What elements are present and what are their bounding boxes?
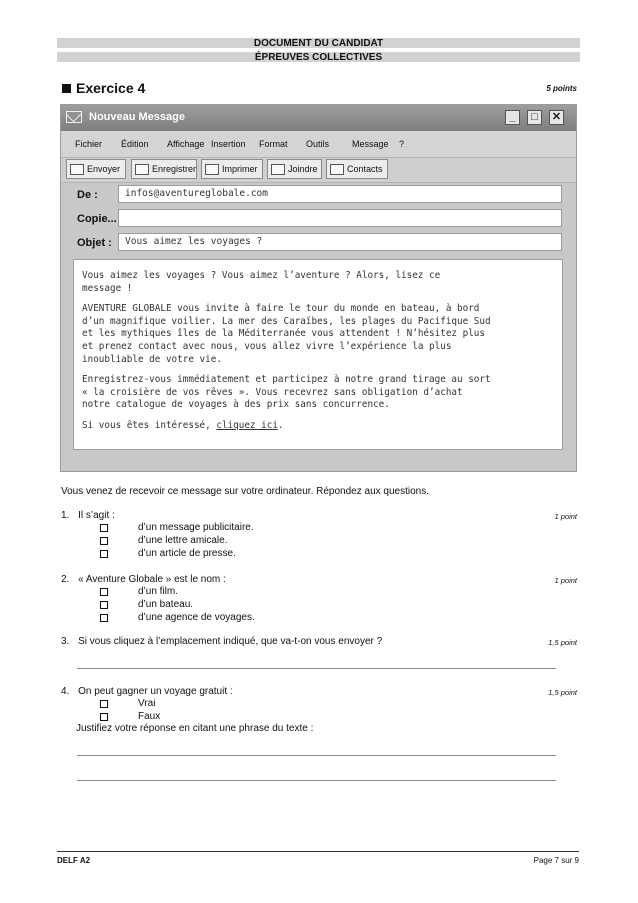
menu-message[interactable]: Message [352,139,389,149]
body-paragraph-3: Enregistrez-vous immédiatement et participez à notre grand tirage au sort « la croisière de vos rêves ». Vous recevrez sans obligation d’achat notre catalogue de voyages à des prix sans concurrence. [82,374,491,411]
square-bullet-icon [62,84,71,93]
answer-line[interactable] [77,780,556,781]
footer-rule [57,851,579,852]
send-envelope-icon [70,164,84,175]
cc-field[interactable] [118,209,562,227]
cc-label[interactable]: Copie... [77,213,117,225]
option-label: d’un bateau. [138,599,194,610]
question-2-points: 1 point [554,576,577,585]
subject-field[interactable]: Vous aimez les voyages ? [118,233,562,251]
question-1 [61,510,115,521]
question-3 [61,636,382,647]
click-here-link[interactable]: cliquez ici [216,419,278,431]
intro-text: Vous venez de recevoir ce message sur votre ordinateur. Répondez aux questions. [61,486,429,497]
option-label: d’une agence de voyages. [138,612,255,623]
envelope-icon [66,111,82,123]
question-3-points: 1,5 point [548,638,577,647]
question-number: 1. [61,510,70,521]
option-label: Faux [138,711,161,722]
attach-icon [271,164,285,175]
menu-format[interactable]: Format [259,139,288,149]
menu-insertion[interactable]: Insertion [211,139,246,149]
menu-affichage[interactable]: Affichage [167,139,205,149]
menu-edition[interactable]: Édition [121,139,149,149]
body-p4-suffix: . [277,419,284,431]
contacts-button-label: Contacts [347,164,383,174]
print-button-label: Imprimer [222,164,258,174]
menu-outils[interactable]: Outils [306,139,330,149]
question-number: 4. [61,686,70,697]
question-text: « Aventure Globale » est le nom : [78,574,226,585]
checkbox[interactable] [100,614,108,622]
send-button[interactable] [66,159,126,179]
option-label: d’une lettre amicale. [138,535,228,546]
exercise-title [62,80,145,96]
print-icon [205,164,219,175]
option-label: d’un message publicitaire. [138,522,254,533]
option-label: Vrai [138,698,156,709]
minimize-icon[interactable]: _ [505,110,520,125]
body-paragraph-1: Vous aimez les voyages ? Vous aimez l’aventure ? Alors, lisez ce message ! [82,270,441,294]
menu-fichier[interactable]: Fichier [75,139,103,149]
menu-help[interactable]: ? [399,139,405,149]
maximize-icon[interactable]: □ [527,110,542,125]
save-icon [135,164,149,175]
close-icon[interactable]: ✕ [549,110,564,125]
justify-instruction: Justifiez votre réponse en citant une phrase du texte : [76,723,314,734]
subject-label: Objet : [77,237,112,249]
contacts-icon [330,164,344,175]
print-button[interactable] [201,159,263,179]
footer-page-number: Page 7 sur 9 [533,856,579,865]
body-p4-prefix: Si vous êtes intéressé, [82,419,217,431]
checkbox[interactable] [100,713,108,721]
question-4 [61,686,233,697]
attach-button-label: Joindre [288,164,318,174]
window-title: Nouveau Message [89,111,185,123]
contacts-button[interactable] [326,159,388,179]
checkbox[interactable] [100,588,108,596]
from-label: De : [77,189,98,201]
question-number: 3. [61,636,70,647]
question-text: On peut gagner un voyage gratuit : [78,686,233,697]
exercise-title-text: Exercice 4 [76,80,146,96]
message-body[interactable] [73,259,563,450]
question-number: 2. [61,574,70,585]
checkbox[interactable] [100,550,108,558]
question-4-points: 1,5 point [548,688,577,697]
option-label: d’un article de presse. [138,548,236,559]
answer-line[interactable] [77,668,556,669]
from-field[interactable]: infos@aventureglobale.com [118,185,562,203]
checkbox[interactable] [100,601,108,609]
question-2 [61,574,226,585]
footer-left: DELF A2 [57,856,91,865]
body-paragraph-4 [82,420,554,433]
send-button-label: Envoyer [87,164,121,174]
question-text: Si vous cliquez à l’emplacement indiqué, que va-t-on vous envoyer ? [78,636,383,647]
question-1-points: 1 point [554,512,577,521]
checkbox[interactable] [100,537,108,545]
checkbox[interactable] [100,524,108,532]
answer-line[interactable] [77,755,556,756]
body-paragraph-2: AVENTURE GLOBALE vous invite à faire le tour du monde en bateau, à bord d’un magnifique voilier. La mer des Caraïbes, les plages du Pacifique Sud et les mythiques îles de la Méditerranée vous attendent ! N’hésitez plus et prenez contact avec nous, vous allez vivre l’expérience la plus inoubliable de votre vie. [82,303,491,365]
attach-button[interactable] [267,159,322,179]
header-title: DOCUMENT DU CANDIDAT [253,38,384,49]
option-label: d’un film. [138,586,179,597]
email-window [60,104,577,472]
checkbox[interactable] [100,700,108,708]
exercise-points: 5 points [546,84,577,93]
save-button-label: Enregistrer [152,164,197,174]
header-subtitle: ÉPREUVES COLLECTIVES [254,52,383,63]
question-text: Il s’agit : [78,510,115,521]
save-button[interactable] [131,159,197,179]
